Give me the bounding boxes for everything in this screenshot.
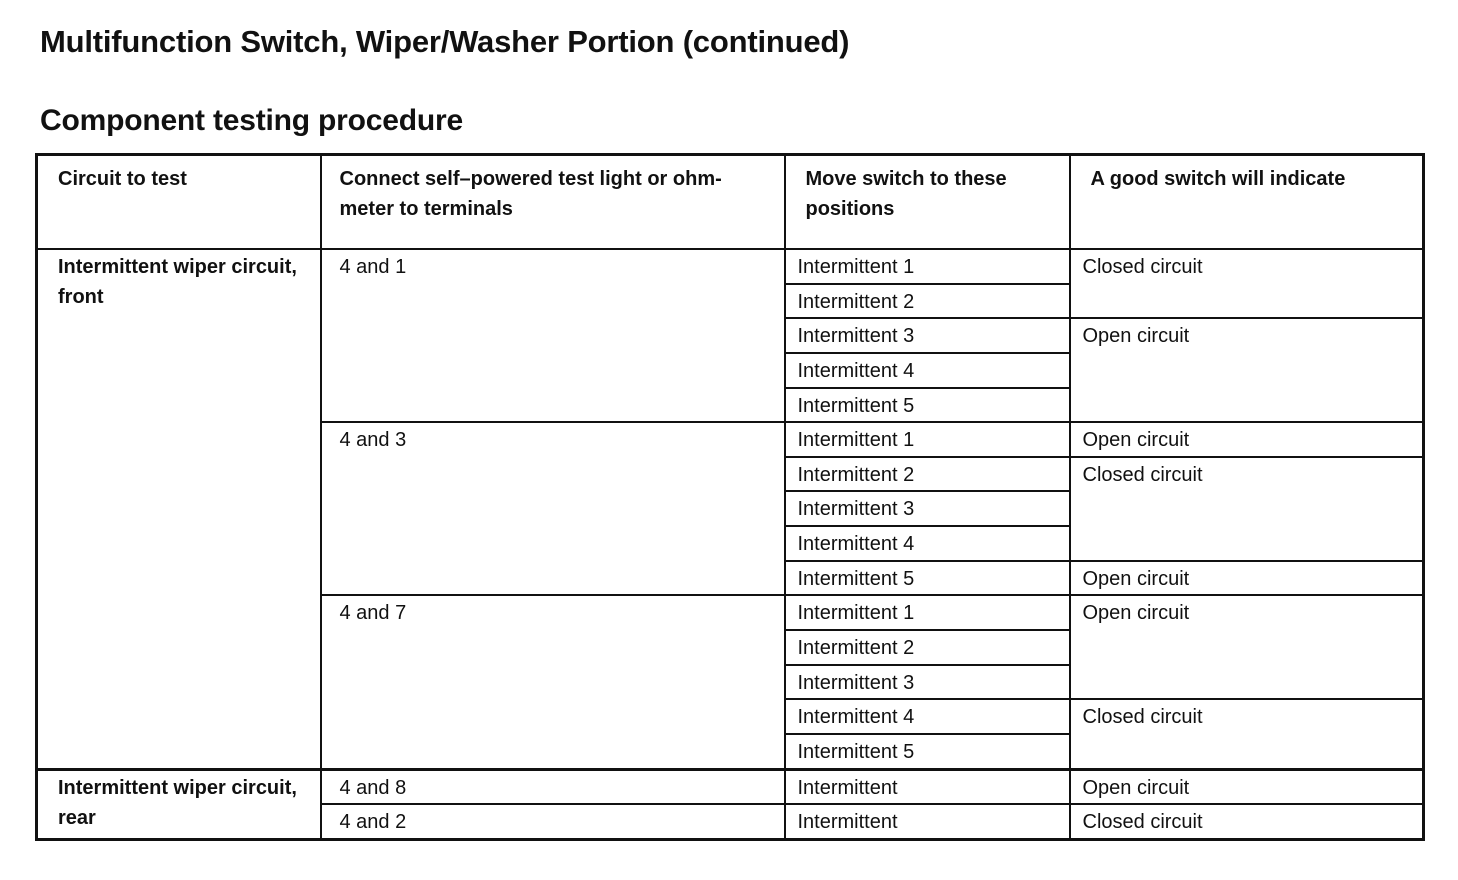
position-cell: Intermittent 2 xyxy=(785,457,1070,492)
table-row xyxy=(37,769,1424,804)
component-testing-table xyxy=(35,153,1425,841)
position-cell: Intermittent 2 xyxy=(785,284,1070,319)
position-cell: Intermittent 1 xyxy=(785,595,1070,630)
circuit-name: Intermittent wiper circuit, front xyxy=(37,249,321,769)
position-cell: Intermittent xyxy=(785,804,1070,839)
result-cell: Open circuit xyxy=(1070,561,1424,596)
position-cell: Intermittent 3 xyxy=(785,318,1070,353)
terminals-cell: 4 and 3 xyxy=(321,422,785,595)
section-title: Component testing procedure xyxy=(40,104,463,137)
terminals-cell: 4 and 2 xyxy=(321,804,785,839)
position-cell: Intermittent 4 xyxy=(785,353,1070,388)
position-cell: Intermittent 5 xyxy=(785,388,1070,423)
terminals-cell: 4 and 7 xyxy=(321,595,785,769)
result-cell: Closed circuit xyxy=(1070,457,1424,561)
position-cell: Intermittent xyxy=(785,769,1070,804)
position-cell: Intermittent 5 xyxy=(785,734,1070,769)
result-cell: Open circuit xyxy=(1070,769,1424,804)
document-title: Multifunction Switch, Wiper/Washer Portion (continued) xyxy=(40,24,850,59)
header-connect-terminals: Connect self–powered test light or ohm-meter to terminals xyxy=(321,155,785,250)
result-cell: Open circuit xyxy=(1070,318,1424,422)
position-cell: Intermittent 4 xyxy=(785,699,1070,734)
terminals-cell: 4 and 8 xyxy=(321,769,785,804)
table-row xyxy=(37,249,1424,284)
position-cell: Intermittent 5 xyxy=(785,561,1070,596)
position-cell: Intermittent 3 xyxy=(785,491,1070,526)
header-good-switch-indicates: A good switch will indicate xyxy=(1070,155,1424,250)
table-header-row xyxy=(37,155,1424,250)
terminals-cell: 4 and 1 xyxy=(321,249,785,422)
circuit-name: Intermittent wiper circuit, rear xyxy=(37,769,321,839)
result-cell: Closed circuit xyxy=(1070,249,1424,318)
position-cell: Intermittent 1 xyxy=(785,249,1070,284)
result-cell: Closed circuit xyxy=(1070,804,1424,839)
position-cell: Intermittent 2 xyxy=(785,630,1070,665)
result-cell: Closed circuit xyxy=(1070,699,1424,769)
result-cell: Open circuit xyxy=(1070,595,1424,699)
component-testing-table-container xyxy=(35,153,1422,841)
header-switch-positions: Move switch to these positions xyxy=(785,155,1070,250)
position-cell: Intermittent 3 xyxy=(785,665,1070,700)
position-cell: Intermittent 1 xyxy=(785,422,1070,457)
header-circuit-to-test: Circuit to test xyxy=(37,155,321,250)
result-cell: Open circuit xyxy=(1070,422,1424,457)
position-cell: Intermittent 4 xyxy=(785,526,1070,561)
